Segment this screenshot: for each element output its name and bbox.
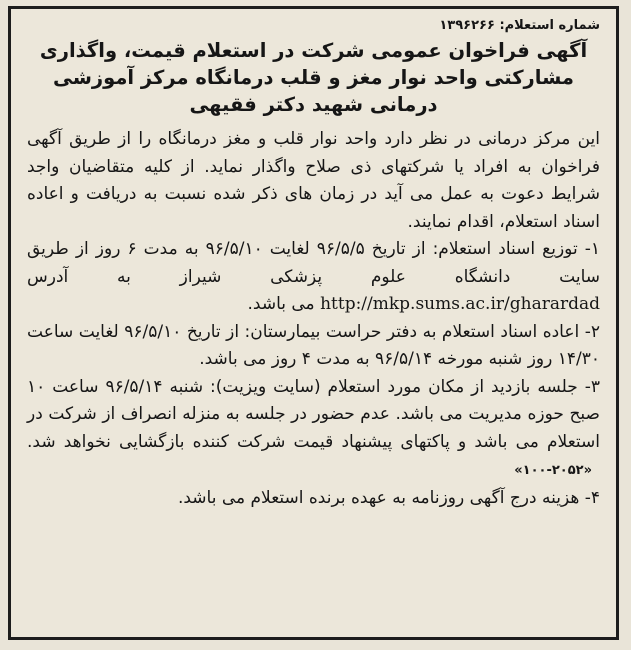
intro-paragraph: این مرکز درمانی در نظر دارد واحد نوار قلب و مغز درمانگاه را از طریق آگهی فراخوان به افراد یا شرکتهای ذی صلاح واگذار نماید. از کلیه متقاضیان واجد شرایط دعوت به عمل می آید در زمان های ذکر شده نسبت به دریافت و اعاده اسناد استعلام، اقدام نمایند. — [27, 129, 600, 232]
website-url: http://mkp.sums.ac.ir/gharardad — [320, 294, 600, 314]
tender-notice — [8, 6, 619, 640]
item-1-suffix: می باشد. — [247, 294, 315, 314]
item-1 — [27, 236, 600, 319]
notice-body — [27, 126, 600, 512]
item-3 — [27, 374, 600, 485]
inquiry-number: شماره استعلام: ۱۳۹۶۲۶۶ — [439, 18, 600, 33]
item-1-text: ۱- توزیع اسناد استعلام: از تاریخ ۹۶/۵/۵ لغایت ۹۶/۵/۱۰ به مدت ۶ روز از طریق سایت دانشگاه علوم پزشکی شیراز به آدرس — [27, 239, 600, 287]
item-2: ۲- اعاده اسناد استعلام به دفتر حراست بیمارستان: از تاریخ ۹۶/۵/۱۰ لغایت ساعت ۱۴/۳۰ روز شنبه مورخه ۹۶/۵/۱۴ به مدت ۴ روز می باشد. — [27, 321, 600, 369]
item-3-text: ۳- جلسه بازدید از مکان مورد استعلام (سایت ویزیت): شنبه ۹۶/۵/۱۴ ساعت ۱۰ صبح حوزه مدیریت می باشد. عدم حضور در جلسه به منزله انصراف از شرکت در استعلام می باشد و پاکتهای پیشنهاد قیمت شرکت کننده بازگشایی نخواهد شد. — [27, 376, 600, 452]
item-4: ۴- هزینه درج آگهی روزنامه به عهده برنده استعلام می باشد. — [177, 487, 600, 508]
notice-title: آگهی فراخوان عمومی شرکت در استعلام قیمت، واگذاری مشارکتی واحد نوار مغز و قلب درمانگاه مرکز آموزشی درمانی شهید دکتر فقیهی — [39, 39, 588, 116]
notice-code: «۱۰۰-۲۰۵۲» — [514, 463, 592, 478]
